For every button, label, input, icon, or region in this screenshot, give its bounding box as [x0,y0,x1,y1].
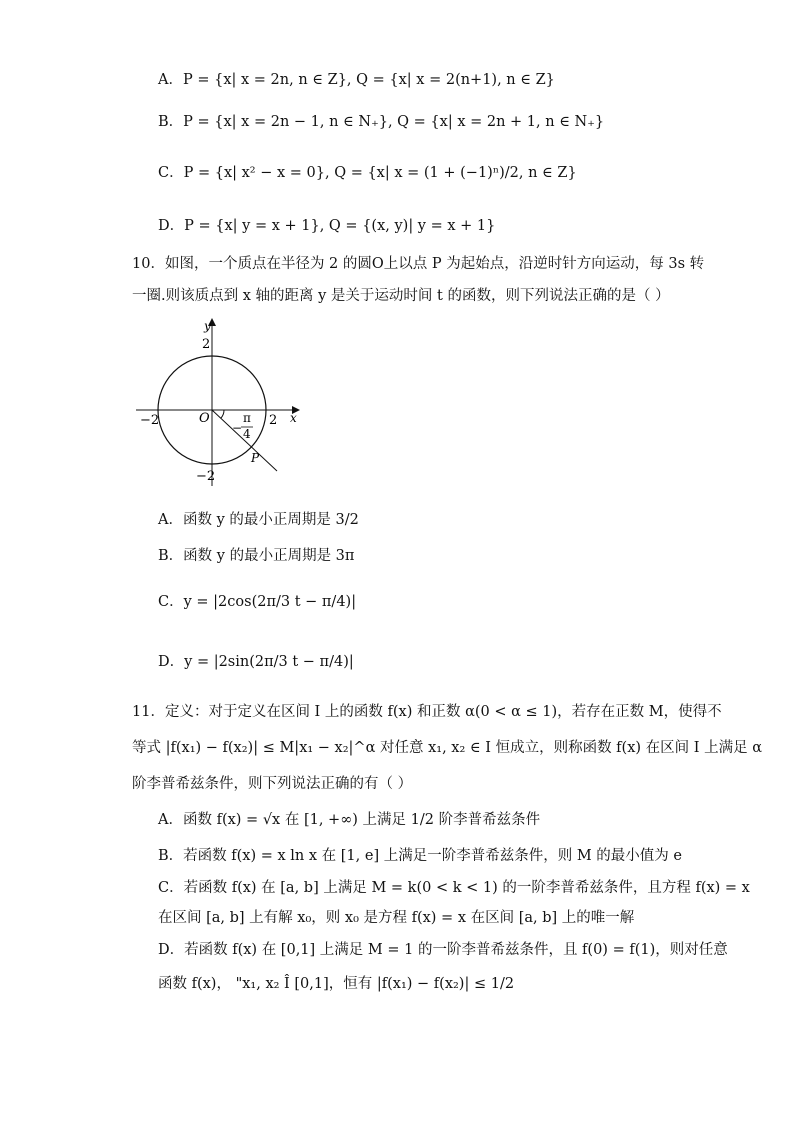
angle-denominator: 4 [243,427,251,441]
q10-option-a [158,510,359,530]
q11-option-d-line1: D．若函数 f(x) 在 [0,1] 上满足 M = 1 的一阶李普希兹条件，且 f(0) = f(1)，则对任意 [158,942,728,958]
option-text: P = {x| x² − x = 0}, Q = {x| x = (1 + (−1)ⁿ)/2, n ∈ Z} [183,165,577,181]
q9-option-d [158,216,495,236]
option-label: D． [158,654,185,670]
angle-sign: − [232,421,243,435]
q10-stem-line1: 10．如图，一个质点在半径为 2 的圆O上以点 P 为起始点，沿逆时针方向运动，每 3s 转 [132,256,705,272]
option-text: 函数 y 的最小正周期是 3/2 [182,512,359,528]
angle-arc [221,410,224,418]
left-tick-label: −2 [140,413,160,428]
option-label: C． [158,165,184,181]
q11-option-c-line2: 在区间 [a, b] 上有解 x₀，则 x₀ 是方程 f(x) = x 在区间 [a, b] 上的唯一解 [158,910,635,926]
option-label: B． [158,114,184,130]
q11-option-d-line2: 函数 f(x)， "x₁, x₂ Î [0,1]，恒有 |f(x₁) − f(x₂)| ≤ 1/2 [158,976,515,992]
q9-option-c [158,163,577,183]
option-text: 若函数 f(x) = x ln x 在 [1, e] 上满足一阶李普希兹条件，则 M 的最小值为 e [183,848,682,864]
q11-option-a [158,810,540,830]
point-p-label: P [251,451,260,465]
option-label: A． [158,812,183,828]
option-text: P = {x| x = 2n − 1, n ∈ N₊}, Q = {x| x = 2n + 1, n ∈ N₊} [183,114,605,130]
q11-option-c-line1: C．若函数 f(x) 在 [a, b] 上满足 M = k(0 < k < 1) 的一阶李普希兹条件，且方程 f(x) = x [158,880,750,896]
bottom-tick-label: −2 [196,469,216,484]
y-axis-label: y [204,319,211,333]
right-tick-label: 2 [269,413,278,428]
option-text: P = {x| y = x + 1}, Q = {(x, y)| y = x + 1} [184,218,496,234]
origin-label: O [199,411,210,426]
option-label: A． [158,72,183,88]
option-label: D． [158,218,185,234]
q10-stem-line2: 一圈.则该质点到 x 轴的距离 y 是关于运动时间 t 的函数，则下列说法正确的是（ ） [132,288,670,304]
q9-option-a [158,70,555,90]
unit-circle-figure [132,314,302,490]
option-label: A． [158,512,183,528]
option-text: P = {x| x = 2n, n ∈ Z}, Q = {x| x = 2(n+1), n ∈ Z} [182,72,555,88]
angle-numerator: π [243,411,251,425]
option-text: y = |2sin(2π/3 t − π/4)| [184,654,354,670]
q11-stem-line1: 11．定义：对于定义在区间 I 上的函数 f(x) 和正数 α(0 < α ≤ 1)，若存在正数 M，使得不 [132,704,722,720]
option-label: B． [158,548,184,564]
q11-stem-line2: 等式 |f(x₁) − f(x₂)| ≤ M|x₁ − x₂|^α 对任意 x₁, x₂ ∈ I 恒成立，则称函数 f(x) 在区间 I 上满足 α [132,740,762,756]
q9-option-b [158,112,604,132]
option-text: y = |2cos(2π/3 t − π/4)| [183,594,357,610]
option-label: C． [158,594,184,610]
option-label: B． [158,848,184,864]
option-text: 函数 y 的最小正周期是 3π [183,548,355,564]
option-text: 函数 f(x) = √x 在 [1, +∞) 上满足 1/2 阶李普希兹条件 [182,812,541,828]
q10-option-d [158,652,354,672]
x-axis-label: x [290,411,297,425]
top-tick-label: 2 [202,337,211,352]
q10-option-b [158,546,354,566]
q11-option-b [158,846,682,866]
q11-stem-line3: 阶李普希兹条件，则下列说法正确的有（ ） [132,776,413,792]
q10-option-c [158,592,356,612]
